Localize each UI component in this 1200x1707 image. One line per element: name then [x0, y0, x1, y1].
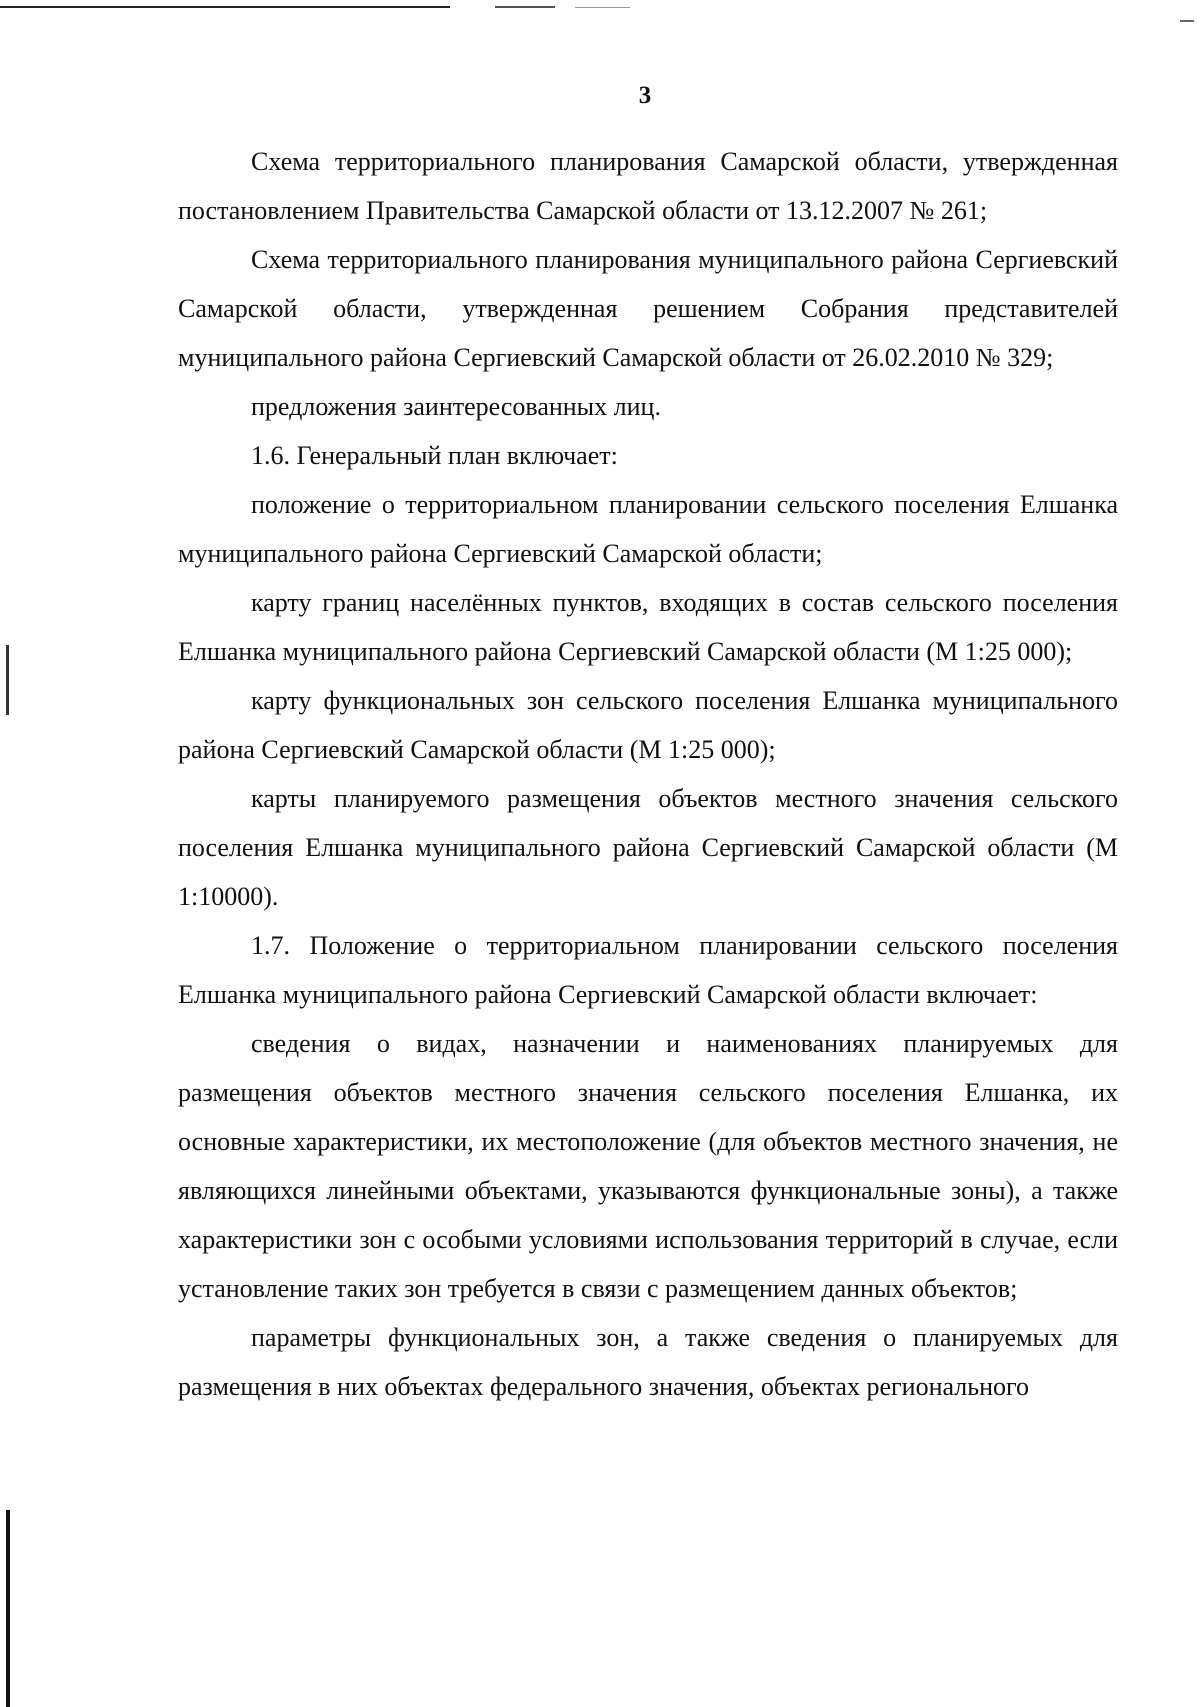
document-body: [178, 137, 1118, 1411]
scan-artifact-mark: [6, 645, 9, 715]
paragraph: Схема территориального планирования Самарской области, утвержденная постановлением Правительства Самарской области от 13.12.2007 № 261;: [178, 147, 1118, 225]
scan-artifact-mark: [1180, 20, 1194, 22]
scan-artifact-mark: [6, 1510, 10, 1707]
paragraph: положение о территориальном планировании сельского поселения Елшанка муниципального района Сергиевский Самарской области;: [178, 490, 1118, 568]
page-number: 3: [638, 82, 652, 109]
paragraph: Схема территориального планирования муниципального района Сергиевский Самарской области, утвержденная решением Собрания представителей муниципального района Сергиевский Самарской области от 26.02.2010 № 329;: [178, 245, 1118, 372]
paragraph: предложения заинтересованных лиц.: [251, 392, 661, 421]
paragraph: карты планируемого размещения объектов местного значения сельского поселения Елшанка муниципального района Сергиевский Самарской области (М 1:10000).: [178, 784, 1118, 911]
scan-artifact-line: [0, 6, 450, 8]
paragraph: параметры функциональных зон, а также сведения о планируемых для размещения в них объектах федерального значения, объектах регионального: [178, 1323, 1118, 1401]
scan-artifact-line: [575, 7, 630, 8]
paragraph: карту границ населённых пунктов, входящих в состав сельского поселения Елшанка муниципального района Сергиевский Самарской области (М 1:25 000);: [178, 588, 1118, 666]
paragraph: карту функциональных зон сельского поселения Елшанка муниципального района Сергиевский Самарской области (М 1:25 000);: [178, 686, 1118, 764]
paragraph: сведения о видах, назначении и наименованиях планируемых для размещения объектов местного значения сельского поселения Елшанка, их основные характеристики, их местоположение (для объектов местного значения, не являющихся линейными объектами, указываются функциональные зоны), а также характеристики зон с особыми условиями использования территорий в случае, если установление таких зон требуется в связи с размещением данных объектов;: [178, 1029, 1118, 1303]
scan-artifact-line: [495, 6, 555, 8]
paragraph: 1.6. Генеральный план включает:: [251, 441, 618, 470]
paragraph: 1.7. Положение о территориальном планировании сельского поселения Елшанка муниципального района Сергиевский Самарской области включает:: [178, 931, 1118, 1009]
